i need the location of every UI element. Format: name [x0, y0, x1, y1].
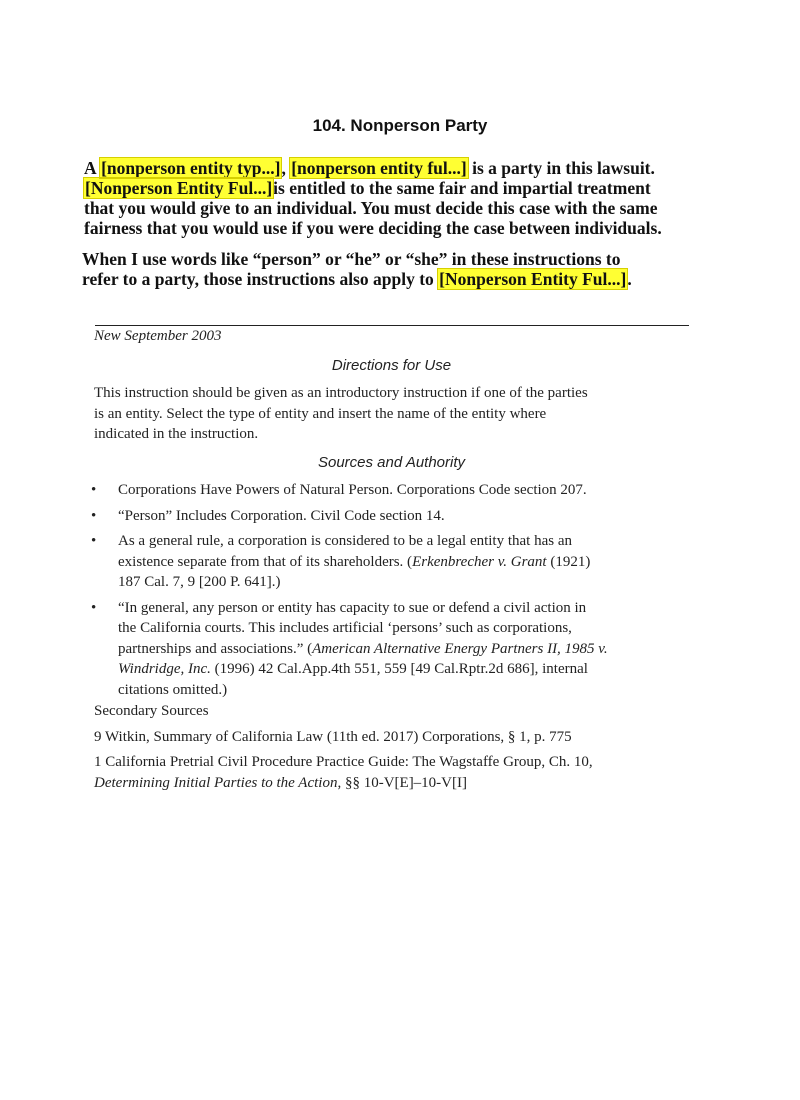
bullet-icon: •	[91, 507, 97, 524]
instruction-line: [Nonperson Entity Ful...]is entitled to the same fair and impartial treatment	[85, 178, 651, 198]
sources-list	[90, 480, 710, 705]
entity-name-field[interactable]: [Nonperson Entity Ful...]	[439, 269, 627, 289]
case-citation: American Alternative Energy Partners II, 1985 v.	[312, 640, 608, 657]
bullet-icon: •	[91, 482, 97, 498]
bullet-icon: •	[91, 533, 97, 549]
entity-type-field[interactable]: [nonperson entity typ...]	[101, 158, 281, 178]
case-citation: Windridge, Inc.	[118, 661, 211, 677]
entity-name-field[interactable]: [nonperson entity ful...]	[291, 158, 467, 178]
instruction-line: refer to a party, those instructions also apply to [Nonperson Entity Ful...].	[82, 269, 632, 289]
instruction-paragraph-1	[84, 158, 662, 238]
bullet-icon: •	[91, 599, 97, 616]
list-item: • “Person” Includes Corporation. Civil Code section 14.	[90, 506, 710, 527]
section-divider	[95, 325, 689, 326]
directions-heading: Directions for Use	[331, 357, 452, 374]
list-item: • Corporations Have Powers of Natural Person. Corporations Code section 207.	[90, 480, 710, 501]
instruction-line: When I use words like “person” or “he” or “she” in these instructions to	[82, 249, 621, 269]
page-title: 104. Nonperson Party	[312, 116, 488, 135]
list-item: • “In general, any person or entity has capacity to sue or defend a civil action in the California courts. This includes artificial ‘persons’ such as corporations, partnerships and associations.” (American Alternative Energy Partners II, 1985 v. Windridge, Inc. (1996) 42 Cal.App.4th 551, 559 [49 Cal.Rptr.2d 686], internal citations omitted.)	[91, 599, 608, 698]
secondary-sources-heading: Secondary Sources	[94, 703, 209, 719]
secondary-source-item: 1 California Pretrial Civil Procedure Practice Guide: The Wagstaffe Group, Ch. 10, Determining Initial Parties to the Action, §§ 10-V[E]–10-V[I]	[94, 754, 593, 791]
history-note: New September 2003	[94, 328, 222, 344]
instruction-line: A [nonperson entity typ...], [nonperson entity ful...] is a party in this lawsuit.	[84, 158, 655, 178]
instruction-paragraph-2	[82, 249, 632, 289]
sources-heading: Sources and Authority	[317, 454, 466, 471]
instruction-line: that you would give to an individual. You must decide this case with the same	[84, 198, 658, 218]
instruction-line: fairness that you would use if you were deciding the case between individuals.	[84, 218, 662, 238]
case-citation: Erkenbrecher v. Grant	[412, 553, 547, 570]
directions-text: This instruction should be given as an introductory instruction if one of the parties is an entity. Select the type of entity and insert the name of the entity where indicated in the instruction.	[94, 385, 588, 442]
secondary-source-item: 9 Witkin, Summary of California Law (11th ed. 2017) Corporations, § 1, p. 775	[94, 729, 572, 745]
list-item: • As a general rule, a corporation is considered to be a legal entity that has an existence separate from that of its shareholders. (Erkenbrecher v. Grant (1921) 187 Cal. 7, 9 [200 P. 641].)	[91, 533, 591, 590]
entity-name-field[interactable]: [Nonperson Entity Ful...]	[85, 178, 273, 198]
